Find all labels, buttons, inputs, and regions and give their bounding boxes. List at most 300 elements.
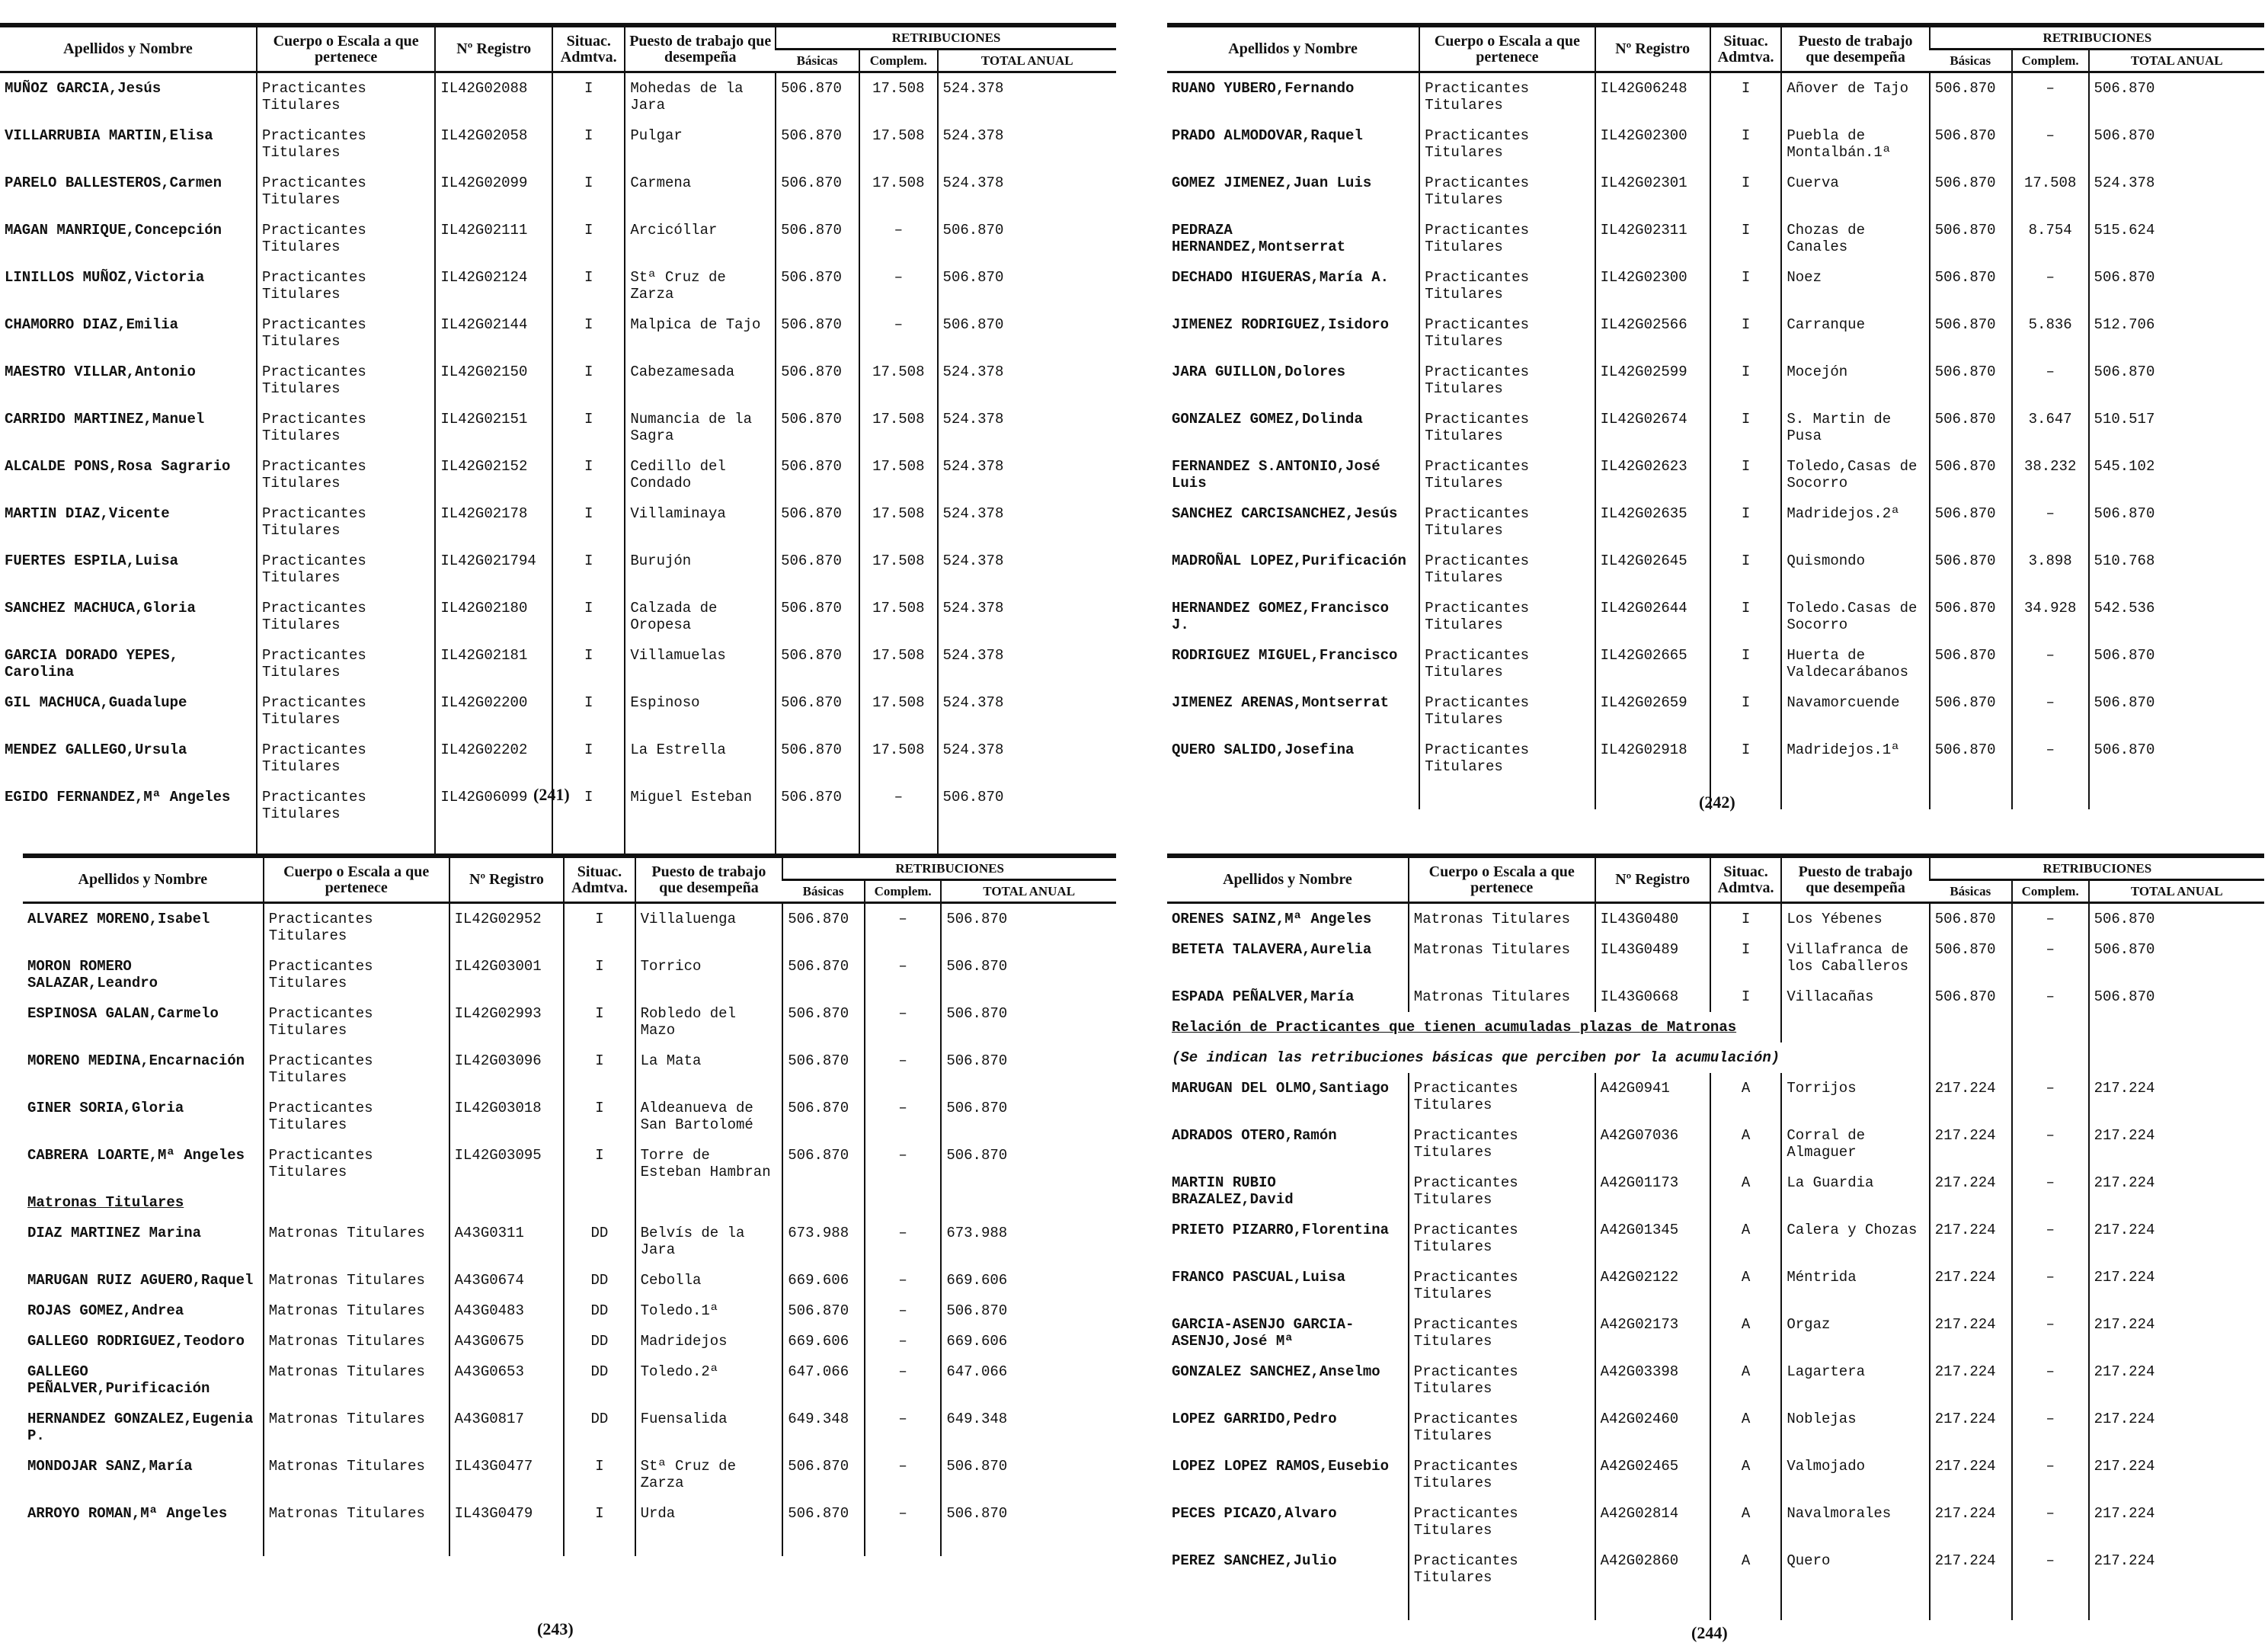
total-anual-cell: 545.102 bbox=[2089, 451, 2264, 498]
cuerpo-cell: Matronas Titulares bbox=[264, 1451, 449, 1498]
total-anual-cell: 217.224 bbox=[2089, 1262, 2264, 1309]
complemento-cell: – bbox=[2012, 1545, 2089, 1593]
employee-name: GINER SORIA,Gloria bbox=[27, 1100, 184, 1116]
puesto-cell: Espinoso bbox=[625, 687, 776, 735]
situacion-cell: I bbox=[1710, 903, 1782, 935]
employee-name: LINILLOS MUÑOZ,Victoria bbox=[5, 269, 205, 286]
registro-cell: IL42G02088 bbox=[435, 72, 552, 121]
col-header-situacion: Situac. Admtva. bbox=[1710, 856, 1782, 903]
puesto-cell: Valmojado bbox=[1781, 1451, 1929, 1498]
empty-cell bbox=[865, 1187, 941, 1218]
table-row bbox=[0, 215, 1116, 262]
puesto-cell: Calera y Chozas bbox=[1781, 1215, 1929, 1262]
col-header-total-anual: TOTAL ANUAL bbox=[941, 880, 1116, 903]
basicas-cell: 506.870 bbox=[1930, 357, 2012, 404]
puesto-cell: Navalmorales bbox=[1781, 1498, 1929, 1545]
situacion-cell: A bbox=[1710, 1167, 1782, 1215]
cuerpo-cell: Practicantes Titulares bbox=[257, 357, 435, 404]
puesto-cell: Noblejas bbox=[1781, 1404, 1929, 1451]
empty-cell bbox=[1930, 1012, 2012, 1042]
basicas-cell: 506.870 bbox=[782, 951, 865, 998]
situacion-cell: I bbox=[552, 782, 625, 829]
total-anual-cell: 512.706 bbox=[2089, 309, 2264, 357]
employee-name: ESPINOSA GALAN,Carmelo bbox=[27, 1005, 219, 1022]
col-header-registro: Nº Registro bbox=[1595, 856, 1710, 903]
empty-cell bbox=[2012, 1012, 2089, 1042]
cuerpo-cell: Practicantes Titulares bbox=[1419, 546, 1595, 593]
empty-cell bbox=[1930, 1593, 2012, 1620]
situacion-cell: I bbox=[552, 357, 625, 404]
empty-cell bbox=[2012, 1593, 2089, 1620]
total-anual-cell: 524.378 bbox=[938, 404, 1116, 451]
empty-cell bbox=[1419, 782, 1595, 809]
situacion-cell: I bbox=[1710, 168, 1782, 215]
basicas-cell: 506.870 bbox=[782, 1140, 865, 1187]
basicas-cell: 506.870 bbox=[782, 903, 865, 952]
employee-name: ALVAREZ MORENO,Isabel bbox=[27, 911, 210, 927]
total-anual-cell: 217.224 bbox=[2089, 1309, 2264, 1356]
row-spacer bbox=[1167, 1593, 2264, 1620]
page-number: (242) bbox=[1699, 793, 1735, 812]
employee-name: QUERO SALIDO,Josefina bbox=[1172, 741, 1355, 758]
col-header-situacion: Situac. Admtva. bbox=[564, 856, 635, 903]
total-anual-cell: 510.517 bbox=[2089, 404, 2264, 451]
complemento-cell: – bbox=[2012, 640, 2089, 687]
complemento-cell: 3.647 bbox=[2012, 404, 2089, 451]
table-row bbox=[1167, 1073, 2264, 1120]
registro-cell: A42G07036 bbox=[1595, 1120, 1710, 1167]
col-header-retribuciones: RETRIBUCIONES bbox=[782, 856, 1116, 880]
situacion-cell: A bbox=[1710, 1451, 1782, 1498]
table-row bbox=[1167, 262, 2264, 309]
basicas-cell: 506.870 bbox=[776, 546, 859, 593]
table-row bbox=[23, 903, 1116, 952]
complemento-cell: – bbox=[865, 998, 941, 1046]
puesto-cell: Chozas de Canales bbox=[1781, 215, 1929, 262]
puesto-cell: Pulgar bbox=[625, 120, 776, 168]
employee-name: MADROÑAL LOPEZ,Purificación bbox=[1172, 552, 1406, 569]
page-number: (243) bbox=[537, 1619, 574, 1638]
empty-cell bbox=[625, 829, 776, 857]
header-row bbox=[0, 25, 1116, 50]
table-row bbox=[1167, 72, 2264, 121]
employee-name: MAESTRO VILLAR,Antonio bbox=[5, 364, 196, 380]
cuerpo-cell: Practicantes Titulares bbox=[257, 735, 435, 782]
registro-cell: IL42G02665 bbox=[1595, 640, 1710, 687]
empty-cell bbox=[1781, 1593, 1929, 1620]
total-anual-cell: 542.536 bbox=[2089, 593, 2264, 640]
table-row bbox=[1167, 1404, 2264, 1451]
col-header-cuerpo: Cuerpo o Escala a que pertenece bbox=[1419, 25, 1595, 72]
puesto-cell: Villacañas bbox=[1781, 982, 1929, 1012]
empty-cell bbox=[564, 1529, 635, 1556]
basicas-cell: 506.870 bbox=[1930, 934, 2012, 982]
situacion-cell: DD bbox=[564, 1356, 635, 1404]
col-header-puesto: Puesto de trabajo que desempeña bbox=[1781, 856, 1929, 903]
empty-cell bbox=[264, 1529, 449, 1556]
cuerpo-cell: Practicantes Titulares bbox=[1409, 1404, 1595, 1451]
complemento-cell: – bbox=[865, 903, 941, 952]
complemento-cell: – bbox=[865, 1218, 941, 1265]
basicas-cell: 217.224 bbox=[1930, 1498, 2012, 1545]
basicas-cell: 647.066 bbox=[782, 1356, 865, 1404]
total-anual-cell: 506.870 bbox=[2089, 735, 2264, 782]
table-row bbox=[1167, 903, 2264, 935]
registro-cell: IL42G02152 bbox=[435, 451, 552, 498]
registro-cell: IL42G02566 bbox=[1595, 309, 1710, 357]
table-row bbox=[1167, 1167, 2264, 1215]
cuerpo-cell: Practicantes Titulares bbox=[1419, 640, 1595, 687]
total-anual-cell: 524.378 bbox=[938, 357, 1116, 404]
total-anual-cell: 217.224 bbox=[2089, 1498, 2264, 1545]
situacion-cell: I bbox=[1710, 934, 1782, 982]
puesto-cell: S. Martin de Pusa bbox=[1781, 404, 1929, 451]
basicas-cell: 506.870 bbox=[776, 262, 859, 309]
table-row bbox=[1167, 1356, 2264, 1404]
staff-table bbox=[1167, 23, 2264, 809]
cuerpo-cell: Practicantes Titulares bbox=[1419, 498, 1595, 546]
table-row bbox=[1167, 1498, 2264, 1545]
empty-cell bbox=[1409, 1593, 1595, 1620]
col-header-cuerpo: Cuerpo o Escala a que pertenece bbox=[264, 856, 449, 903]
complemento-cell: 38.232 bbox=[2012, 451, 2089, 498]
puesto-cell: Cabezamesada bbox=[625, 357, 776, 404]
complemento-cell: – bbox=[2012, 357, 2089, 404]
table-row bbox=[1167, 1309, 2264, 1356]
puesto-cell: Numancia de la Sagra bbox=[625, 404, 776, 451]
table-row bbox=[1167, 498, 2264, 546]
cuerpo-cell: Practicantes Titulares bbox=[257, 640, 435, 687]
cuerpo-cell: Practicantes Titulares bbox=[257, 498, 435, 546]
basicas-cell: 506.870 bbox=[1930, 309, 2012, 357]
table-row bbox=[23, 1451, 1116, 1498]
basicas-cell: 506.870 bbox=[1930, 498, 2012, 546]
note-row bbox=[1167, 1042, 2264, 1073]
employee-name: ROJAS GOMEZ,Andrea bbox=[27, 1302, 184, 1319]
cuerpo-cell: Practicantes Titulares bbox=[257, 309, 435, 357]
basicas-cell: 506.870 bbox=[782, 1093, 865, 1140]
puesto-cell: Malpica de Tajo bbox=[625, 309, 776, 357]
situacion-cell: I bbox=[1710, 262, 1782, 309]
cuerpo-cell: Matronas Titulares bbox=[264, 1326, 449, 1356]
puesto-cell: Cebolla bbox=[635, 1265, 783, 1296]
situacion-cell: I bbox=[1710, 451, 1782, 498]
situacion-cell: I bbox=[552, 640, 625, 687]
empty-cell bbox=[0, 829, 257, 857]
empty-cell bbox=[782, 1187, 865, 1218]
total-anual-cell: 524.378 bbox=[2089, 168, 2264, 215]
table-row bbox=[0, 404, 1116, 451]
employee-name: ALCALDE PONS,Rosa Sagrario bbox=[5, 458, 231, 475]
table-row bbox=[0, 309, 1116, 357]
total-anual-cell: 506.870 bbox=[938, 215, 1116, 262]
col-header-complementos: Complem. bbox=[2012, 880, 2089, 903]
empty-cell bbox=[782, 1529, 865, 1556]
situacion-cell: DD bbox=[564, 1326, 635, 1356]
employee-name: LOPEZ GARRIDO,Pedro bbox=[1172, 1411, 1337, 1427]
complemento-cell: – bbox=[2012, 1073, 2089, 1120]
table-row bbox=[23, 1093, 1116, 1140]
col-header-retribuciones: RETRIBUCIONES bbox=[776, 25, 1116, 50]
registro-cell: IL42G02099 bbox=[435, 168, 552, 215]
table-row bbox=[1167, 215, 2264, 262]
situacion-cell: I bbox=[1710, 593, 1782, 640]
employee-name: JARA GUILLON,Dolores bbox=[1172, 364, 1346, 380]
complemento-cell: – bbox=[859, 215, 938, 262]
situacion-cell: A bbox=[1710, 1120, 1782, 1167]
employee-name: MARTIN DIAZ,Vicente bbox=[5, 505, 170, 522]
total-anual-cell: 506.870 bbox=[941, 1451, 1116, 1498]
total-anual-cell: 217.224 bbox=[2089, 1404, 2264, 1451]
basicas-cell: 506.870 bbox=[1930, 120, 2012, 168]
empty-cell bbox=[1930, 782, 2012, 809]
complemento-cell: – bbox=[2012, 262, 2089, 309]
cuerpo-cell: Practicantes Titulares bbox=[1419, 451, 1595, 498]
basicas-cell: 673.988 bbox=[782, 1218, 865, 1265]
staff-table bbox=[23, 854, 1116, 1556]
complemento-cell: 8.754 bbox=[2012, 215, 2089, 262]
cuerpo-cell: Practicantes Titulares bbox=[1419, 72, 1595, 121]
table-row bbox=[1167, 640, 2264, 687]
complemento-cell: 17.508 bbox=[859, 640, 938, 687]
situacion-cell: I bbox=[564, 1498, 635, 1529]
table-row bbox=[0, 168, 1116, 215]
empty-cell bbox=[1167, 1593, 1409, 1620]
table-row bbox=[23, 1140, 1116, 1187]
registro-cell: IL42G02200 bbox=[435, 687, 552, 735]
puesto-cell: Quismondo bbox=[1781, 546, 1929, 593]
empty-cell bbox=[859, 829, 938, 857]
col-header-basicas: Básicas bbox=[1930, 50, 2012, 72]
situacion-cell: I bbox=[552, 309, 625, 357]
complemento-cell: – bbox=[2012, 1356, 2089, 1404]
puesto-cell: La Estrella bbox=[625, 735, 776, 782]
total-anual-cell: 524.378 bbox=[938, 687, 1116, 735]
employee-name: PRIETO PIZARRO,Florentina bbox=[1172, 1222, 1390, 1238]
employee-name: JIMENEZ ARENAS,Montserrat bbox=[1172, 694, 1390, 711]
table-row bbox=[0, 546, 1116, 593]
puesto-cell: Robledo del Mazo bbox=[635, 998, 783, 1046]
employee-name: JIMENEZ RODRIGUEZ,Isidoro bbox=[1172, 316, 1390, 333]
basicas-cell: 217.224 bbox=[1930, 1073, 2012, 1120]
employee-name: MAGAN MANRIQUE,Concepción bbox=[5, 222, 222, 239]
empty-cell bbox=[564, 1187, 635, 1218]
total-anual-cell: 506.870 bbox=[2089, 72, 2264, 121]
employee-name: SANCHEZ MACHUCA,Gloria bbox=[5, 600, 196, 617]
empty-cell bbox=[23, 1529, 264, 1556]
situacion-cell: DD bbox=[564, 1296, 635, 1326]
total-anual-cell: 506.870 bbox=[2089, 120, 2264, 168]
cuerpo-cell: Practicantes Titulares bbox=[257, 262, 435, 309]
empty-cell bbox=[635, 1187, 783, 1218]
complemento-cell: 17.508 bbox=[859, 451, 938, 498]
registro-cell: IL42G06248 bbox=[1595, 72, 1710, 121]
cuerpo-cell: Practicantes Titulares bbox=[257, 782, 435, 829]
table-row bbox=[1167, 934, 2264, 982]
cuerpo-cell: Practicantes Titulares bbox=[1419, 404, 1595, 451]
basicas-cell: 217.224 bbox=[1930, 1404, 2012, 1451]
basicas-cell: 217.224 bbox=[1930, 1545, 2012, 1593]
complemento-cell: – bbox=[859, 309, 938, 357]
table-row bbox=[1167, 1262, 2264, 1309]
puesto-cell: Carmena bbox=[625, 168, 776, 215]
staff-table bbox=[1167, 854, 2264, 1620]
total-anual-cell: 217.224 bbox=[2089, 1545, 2264, 1593]
table-row bbox=[0, 735, 1116, 782]
empty-cell bbox=[865, 1529, 941, 1556]
registro-cell: IL42G02645 bbox=[1595, 546, 1710, 593]
empty-cell bbox=[449, 1529, 565, 1556]
basicas-cell: 506.870 bbox=[1930, 215, 2012, 262]
situacion-cell: A bbox=[1710, 1215, 1782, 1262]
cuerpo-cell: Matronas Titulares bbox=[264, 1218, 449, 1265]
complemento-cell: 17.508 bbox=[859, 404, 938, 451]
complemento-cell: 17.508 bbox=[859, 498, 938, 546]
basicas-cell: 506.870 bbox=[1930, 640, 2012, 687]
total-anual-cell: 673.988 bbox=[941, 1218, 1116, 1265]
situacion-cell: I bbox=[564, 1046, 635, 1093]
basicas-cell: 506.870 bbox=[776, 120, 859, 168]
empty-cell bbox=[776, 829, 859, 857]
basicas-cell: 506.870 bbox=[1930, 982, 2012, 1012]
total-anual-cell: 647.066 bbox=[941, 1356, 1116, 1404]
cuerpo-cell: Practicantes Titulares bbox=[1409, 1356, 1595, 1404]
registro-cell: A42G01173 bbox=[1595, 1167, 1710, 1215]
section-heading: Relación de Practicantes que tienen acumuladas plazas de Matronas bbox=[1172, 1019, 1737, 1036]
puesto-cell: Torre de Esteban Hambran bbox=[635, 1140, 783, 1187]
total-anual-cell: 506.870 bbox=[2089, 982, 2264, 1012]
register-page-244 bbox=[1167, 854, 2264, 1620]
basicas-cell: 217.224 bbox=[1930, 1167, 2012, 1215]
register-page-242 bbox=[1167, 23, 2264, 809]
col-header-basicas: Básicas bbox=[782, 880, 865, 903]
basicas-cell: 217.224 bbox=[1930, 1309, 2012, 1356]
puesto-cell: Villaminaya bbox=[625, 498, 776, 546]
situacion-cell: A bbox=[1710, 1262, 1782, 1309]
complemento-cell: 17.508 bbox=[859, 687, 938, 735]
cuerpo-cell: Matronas Titulares bbox=[264, 1296, 449, 1326]
basicas-cell: 506.870 bbox=[776, 451, 859, 498]
row-spacer bbox=[0, 829, 1116, 857]
cuerpo-cell: Practicantes Titulares bbox=[1409, 1167, 1595, 1215]
situacion-cell: A bbox=[1710, 1404, 1782, 1451]
registro-cell: IL42G02111 bbox=[435, 215, 552, 262]
situacion-cell: I bbox=[564, 951, 635, 998]
puesto-cell: Belvís de la Jara bbox=[635, 1218, 783, 1265]
situacion-cell: I bbox=[564, 998, 635, 1046]
puesto-cell: Madridejos bbox=[635, 1326, 783, 1356]
registro-cell: IL42G02181 bbox=[435, 640, 552, 687]
complemento-cell: – bbox=[2012, 1167, 2089, 1215]
complemento-cell: – bbox=[865, 1498, 941, 1529]
total-anual-cell: 506.870 bbox=[938, 782, 1116, 829]
puesto-cell: Arcicóllar bbox=[625, 215, 776, 262]
empty-cell bbox=[1595, 782, 1710, 809]
complemento-cell: – bbox=[865, 1296, 941, 1326]
situacion-cell: DD bbox=[564, 1404, 635, 1451]
total-anual-cell: 506.870 bbox=[941, 1093, 1116, 1140]
table-row bbox=[1167, 357, 2264, 404]
registro-cell: IL42G02180 bbox=[435, 593, 552, 640]
empty-cell bbox=[1167, 782, 1419, 809]
basicas-cell: 217.224 bbox=[1930, 1451, 2012, 1498]
complemento-cell: – bbox=[865, 1404, 941, 1451]
registro-cell: IL43G0668 bbox=[1595, 982, 1710, 1012]
puesto-cell: Cuerva bbox=[1781, 168, 1929, 215]
puesto-cell: Los Yébenes bbox=[1781, 903, 1929, 935]
registro-cell: IL42G02150 bbox=[435, 357, 552, 404]
puesto-cell: Mohedas de la Jara bbox=[625, 72, 776, 121]
cuerpo-cell: Practicantes Titulares bbox=[1419, 215, 1595, 262]
situacion-cell: I bbox=[552, 168, 625, 215]
col-header-situacion: Situac. Admtva. bbox=[552, 25, 625, 72]
register-page-241 bbox=[0, 23, 1116, 857]
col-header-complementos: Complem. bbox=[859, 50, 938, 72]
page-number: (244) bbox=[1691, 1623, 1728, 1642]
complemento-cell: – bbox=[865, 1140, 941, 1187]
table-row bbox=[23, 1046, 1116, 1093]
employee-name: RUANO YUBERO,Fernando bbox=[1172, 80, 1355, 97]
puesto-cell: Stª Cruz de Zarza bbox=[625, 262, 776, 309]
employee-name: GALLEGO PEÑALVER,Purificación bbox=[27, 1363, 210, 1397]
registro-cell: IL42G02301 bbox=[1595, 168, 1710, 215]
employee-name: PEDRAZA HERNANDEZ,Montserrat bbox=[1172, 222, 1346, 255]
registro-cell: IL42G03096 bbox=[449, 1046, 565, 1093]
complemento-cell: – bbox=[2012, 1309, 2089, 1356]
situacion-cell: I bbox=[552, 451, 625, 498]
empty-cell bbox=[552, 829, 625, 857]
puesto-cell: Quero bbox=[1781, 1545, 1929, 1593]
section-heading-row bbox=[1167, 1012, 2264, 1042]
basicas-cell: 506.870 bbox=[1930, 903, 2012, 935]
table-row bbox=[1167, 309, 2264, 357]
total-anual-cell: 524.378 bbox=[938, 120, 1116, 168]
total-anual-cell: 506.870 bbox=[2089, 934, 2264, 982]
puesto-cell: Puebla de Montalbán.1ª bbox=[1781, 120, 1929, 168]
table-row bbox=[23, 1404, 1116, 1451]
employee-name: VILLARRUBIA MARTIN,Elisa bbox=[5, 127, 213, 144]
complemento-cell: 17.508 bbox=[2012, 168, 2089, 215]
situacion-cell: I bbox=[552, 120, 625, 168]
empty-cell bbox=[938, 829, 1116, 857]
registro-cell: IL42G02623 bbox=[1595, 451, 1710, 498]
total-anual-cell: 524.378 bbox=[938, 735, 1116, 782]
puesto-cell: Cedillo del Condado bbox=[625, 451, 776, 498]
section-heading-row bbox=[23, 1187, 1116, 1218]
employee-name: ARROYO ROMAN,Mª Angeles bbox=[27, 1505, 228, 1522]
employee-name: FUERTES ESPILA,Luisa bbox=[5, 552, 179, 569]
table-row bbox=[23, 1356, 1116, 1404]
cuerpo-cell: Practicantes Titulares bbox=[1409, 1215, 1595, 1262]
table-row bbox=[1167, 404, 2264, 451]
complemento-cell: – bbox=[2012, 1215, 2089, 1262]
puesto-cell: Villafranca de los Caballeros bbox=[1781, 934, 1929, 982]
situacion-cell: I bbox=[552, 546, 625, 593]
registro-cell: IL42G03001 bbox=[449, 951, 565, 998]
puesto-cell: Stª Cruz de Zarza bbox=[635, 1451, 783, 1498]
registro-cell: A42G02122 bbox=[1595, 1262, 1710, 1309]
total-anual-cell: 506.870 bbox=[938, 309, 1116, 357]
empty-cell bbox=[2089, 782, 2264, 809]
col-header-complementos: Complem. bbox=[865, 880, 941, 903]
employee-name: BETETA TALAVERA,Aurelia bbox=[1172, 941, 1372, 958]
complemento-cell: – bbox=[865, 1093, 941, 1140]
basicas-cell: 506.870 bbox=[1930, 168, 2012, 215]
puesto-cell: Orgaz bbox=[1781, 1309, 1929, 1356]
total-anual-cell: 524.378 bbox=[938, 168, 1116, 215]
header-row bbox=[23, 856, 1116, 880]
cuerpo-cell: Matronas Titulares bbox=[264, 1356, 449, 1404]
